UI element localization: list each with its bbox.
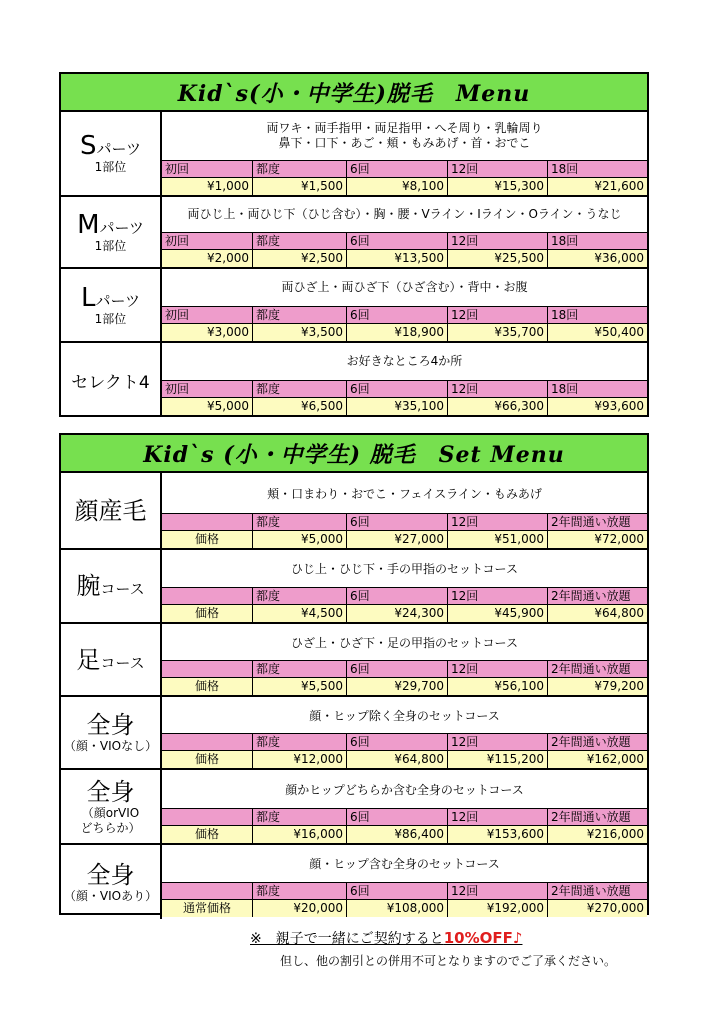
price-value: ¥8,100: [347, 178, 448, 195]
price-header: 12回: [448, 161, 548, 178]
course-areas: ひざ上・ひざ下・足の甲指のセットコース: [162, 624, 647, 661]
part-areas: [162, 343, 647, 381]
course-name: [87, 778, 135, 806]
price-header: [162, 734, 253, 751]
price-header: 都度: [253, 514, 347, 531]
part-name-cell: [61, 197, 162, 267]
course-price-grid: [162, 883, 647, 917]
part-size: S: [80, 131, 97, 161]
price-value: ¥21,600: [548, 178, 647, 195]
price-header: 6回: [347, 233, 448, 250]
price-value: ¥64,800: [548, 605, 647, 622]
part-name-cell: [61, 269, 162, 341]
price-header: 2年間通い放題: [548, 809, 647, 826]
part-size: L: [81, 282, 96, 313]
price-header: 都度: [253, 588, 347, 605]
price-header: 都度: [253, 233, 347, 250]
discount-highlight: 10%OFF♪: [443, 929, 523, 947]
price-header: 都度: [253, 161, 347, 178]
price-header: 2年間通い放題: [548, 883, 647, 900]
discount-disclaimer: 但し、他の割引との併用不可となりますのでご了承ください。: [280, 954, 617, 968]
set-row: [61, 550, 647, 624]
price-header: 6回: [347, 883, 448, 900]
price-value: ¥36,000: [548, 250, 647, 267]
price-value: ¥1,500: [253, 178, 347, 195]
menu-row: [61, 112, 647, 197]
price-value: ¥16,000: [253, 826, 347, 843]
price-header: 都度: [253, 307, 347, 324]
course-areas: 顔・ヒップ除く全身のセットコース: [162, 697, 647, 734]
course-detail: [162, 697, 647, 768]
menu-row: [61, 269, 647, 343]
price-header: 12回: [448, 588, 548, 605]
course-name: [87, 861, 135, 889]
price-value: ¥13,500: [347, 250, 448, 267]
price-value: ¥72,000: [548, 531, 647, 548]
course-areas: 顔・ヒップ含む全身のセットコース: [162, 845, 647, 883]
price-header: 12回: [448, 233, 548, 250]
part-label: セレクト4: [71, 372, 150, 393]
price-header: 12回: [448, 734, 548, 751]
price-header: 2年間通い放題: [548, 734, 647, 751]
price-value: ¥162,000: [548, 751, 647, 768]
price-header: 2年間通い放題: [548, 588, 647, 605]
course-title: 顔産毛: [74, 496, 147, 525]
price-header: 12回: [448, 381, 548, 398]
price-grid: [162, 307, 647, 341]
course-name-cell: [61, 770, 162, 843]
course-name-cell: [61, 624, 162, 695]
price-header: 12回: [448, 661, 548, 678]
price-header: 6回: [347, 307, 448, 324]
part-count: 1部位: [94, 311, 127, 326]
area-line: 両ひざ上・両ひざ下（ひざ含む）・背中・お腹: [281, 280, 528, 294]
price-value: ¥12,000: [253, 751, 347, 768]
course-suffix: コース: [100, 653, 145, 672]
set-row: [61, 624, 647, 697]
part-suffix: パーツ: [99, 218, 144, 237]
area-line: お好きなところ4か所: [346, 354, 463, 368]
price-value: ¥2,000: [162, 250, 253, 267]
family-discount-note: ※ 親子で一緒にご契約すると10%OFF♪: [250, 929, 523, 947]
price-header: 12回: [448, 883, 548, 900]
price-header: 6回: [347, 809, 448, 826]
price-label: 価格: [162, 531, 253, 548]
course-price-grid: [162, 661, 647, 695]
part-name-cell: [61, 112, 162, 195]
price-header: 18回: [548, 233, 647, 250]
price-grid: [162, 381, 647, 415]
price-label: 通常価格: [162, 900, 253, 917]
course-detail: [162, 473, 647, 548]
course-price-grid: [162, 809, 647, 843]
course-price-grid: [162, 588, 647, 622]
course-name: [76, 572, 144, 600]
price-header: 6回: [347, 381, 448, 398]
price-value: ¥192,000: [448, 900, 548, 917]
price-header: [162, 661, 253, 678]
price-value: ¥56,100: [448, 678, 548, 695]
price-header: 12回: [448, 514, 548, 531]
price-header: 6回: [347, 734, 448, 751]
part-name: [77, 211, 144, 239]
price-value: ¥86,400: [347, 826, 448, 843]
price-value: ¥50,400: [548, 324, 647, 341]
course-name-cell: [61, 550, 162, 622]
price-header: 2年間通い放題: [548, 661, 647, 678]
price-header: 18回: [548, 161, 647, 178]
course-areas: ひじ上・ひじ下・手の甲指のセットコース: [162, 550, 647, 588]
part-detail: [162, 269, 647, 341]
course-name: [87, 711, 135, 739]
course-price-grid: [162, 514, 647, 548]
set-row: [61, 845, 647, 919]
price-label: 価格: [162, 605, 253, 622]
part-detail: [162, 343, 647, 417]
course-detail: [162, 770, 647, 843]
price-header: 2年間通い放題: [548, 514, 647, 531]
price-value: ¥5,000: [162, 398, 253, 415]
price-value: ¥108,000: [347, 900, 448, 917]
area-line: 両ひじ上・両ひじ下（ひじ含む）・胸・腰・Vライン・Iライン・Oライン・うなじ: [187, 207, 622, 221]
price-value: ¥51,000: [448, 531, 548, 548]
course-name: [76, 646, 144, 674]
course-title: 全身: [86, 777, 135, 806]
part-areas: [162, 112, 647, 161]
set-row: [61, 697, 647, 770]
course-title: 全身: [86, 860, 135, 889]
price-grid: [162, 233, 647, 267]
price-value: ¥25,500: [448, 250, 548, 267]
course-name-cell: [61, 473, 162, 548]
part-count: 1部位: [94, 238, 127, 253]
price-header: 6回: [347, 588, 448, 605]
price-header: 都度: [253, 661, 347, 678]
price-value: ¥153,600: [448, 826, 548, 843]
price-value: ¥93,600: [548, 398, 647, 415]
price-header: 都度: [253, 809, 347, 826]
price-header: 12回: [448, 307, 548, 324]
price-value: ¥4,500: [253, 605, 347, 622]
course-note: （顔orVIO: [81, 805, 140, 820]
set-menu-title: Kid`s (小・中学生) 脱毛 Set Menu: [61, 435, 647, 473]
price-value: ¥3,000: [162, 324, 253, 341]
part-suffix: パーツ: [95, 291, 140, 310]
price-header: 初回: [162, 233, 253, 250]
course-detail: [162, 550, 647, 622]
part-name: [81, 284, 140, 312]
part-count: 1部位: [94, 160, 127, 174]
price-value: ¥35,700: [448, 324, 548, 341]
part-size: M: [77, 209, 100, 240]
price-header: 18回: [548, 381, 647, 398]
price-value: ¥66,300: [448, 398, 548, 415]
price-value: ¥115,200: [448, 751, 548, 768]
course-note: （顔・VIOあり）: [63, 888, 158, 903]
part-suffix: パーツ: [96, 140, 141, 158]
price-header: [162, 883, 253, 900]
price-value: ¥79,200: [548, 678, 647, 695]
course-suffix: コース: [100, 580, 145, 598]
part-name: [80, 132, 141, 160]
set-menu-table: [59, 433, 649, 915]
price-header: [162, 809, 253, 826]
price-header: 初回: [162, 381, 253, 398]
price-header: 6回: [347, 514, 448, 531]
course-name-cell: [61, 845, 162, 919]
course-name-cell: [61, 697, 162, 768]
price-header: 初回: [162, 161, 253, 178]
menu-table: [59, 72, 649, 417]
price-header: 18回: [548, 307, 647, 324]
price-value: ¥35,100: [347, 398, 448, 415]
price-header: 都度: [253, 883, 347, 900]
part-areas: [162, 269, 647, 307]
menu-row: [61, 343, 647, 417]
price-label: 価格: [162, 678, 253, 695]
part-areas: [162, 197, 647, 233]
price-value: ¥24,300: [347, 605, 448, 622]
price-value: ¥5,000: [253, 531, 347, 548]
course-detail: [162, 845, 647, 919]
course-title: 全身: [86, 711, 135, 739]
price-value: ¥6,500: [253, 398, 347, 415]
price-value: ¥18,900: [347, 324, 448, 341]
course-note: （顔・VIOなし）: [63, 739, 158, 753]
course-name: [75, 497, 147, 525]
price-value: ¥270,000: [548, 900, 647, 917]
price-value: ¥216,000: [548, 826, 647, 843]
price-value: ¥5,500: [253, 678, 347, 695]
price-header: 初回: [162, 307, 253, 324]
menu-title: Kid`s(小・中学生)脱毛 Menu: [61, 74, 647, 112]
price-value: ¥45,900: [448, 605, 548, 622]
price-value: ¥3,500: [253, 324, 347, 341]
part-detail: [162, 112, 647, 195]
price-value: ¥20,000: [253, 900, 347, 917]
course-title: 腕: [76, 572, 101, 600]
set-row: [61, 770, 647, 845]
course-note: どちらか）: [80, 820, 141, 835]
part-name-cell: [61, 343, 162, 417]
course-title: 足: [76, 645, 101, 674]
price-grid: [162, 161, 647, 195]
price-value: ¥29,700: [347, 678, 448, 695]
area-line: 鼻下・口下・あご・頬・もみあげ・首・おでこ: [278, 136, 531, 150]
price-value: ¥27,000: [347, 531, 448, 548]
price-header: [162, 514, 253, 531]
price-header: 6回: [347, 661, 448, 678]
part-detail: [162, 197, 647, 267]
price-value: ¥2,500: [253, 250, 347, 267]
price-value: ¥15,300: [448, 178, 548, 195]
price-header: 6回: [347, 161, 448, 178]
price-value: ¥64,800: [347, 751, 448, 768]
course-detail: [162, 624, 647, 695]
price-header: 都度: [253, 381, 347, 398]
course-price-grid: [162, 734, 647, 768]
menu-row: [61, 197, 647, 269]
price-header: 12回: [448, 809, 548, 826]
price-header: [162, 588, 253, 605]
course-areas: 顔かヒップどちらか含む全身のセットコース: [162, 770, 647, 809]
area-line: 両ワキ・両手指甲・両足指甲・へそ周り・乳輪周り: [266, 121, 543, 135]
price-label: 価格: [162, 826, 253, 843]
price-header: 都度: [253, 734, 347, 751]
part-name: [71, 368, 149, 393]
course-areas: 頬・口まわり・おでこ・フェイスライン・もみあげ: [162, 473, 647, 514]
price-value: ¥1,000: [162, 178, 253, 195]
set-row: [61, 473, 647, 550]
price-label: 価格: [162, 751, 253, 768]
